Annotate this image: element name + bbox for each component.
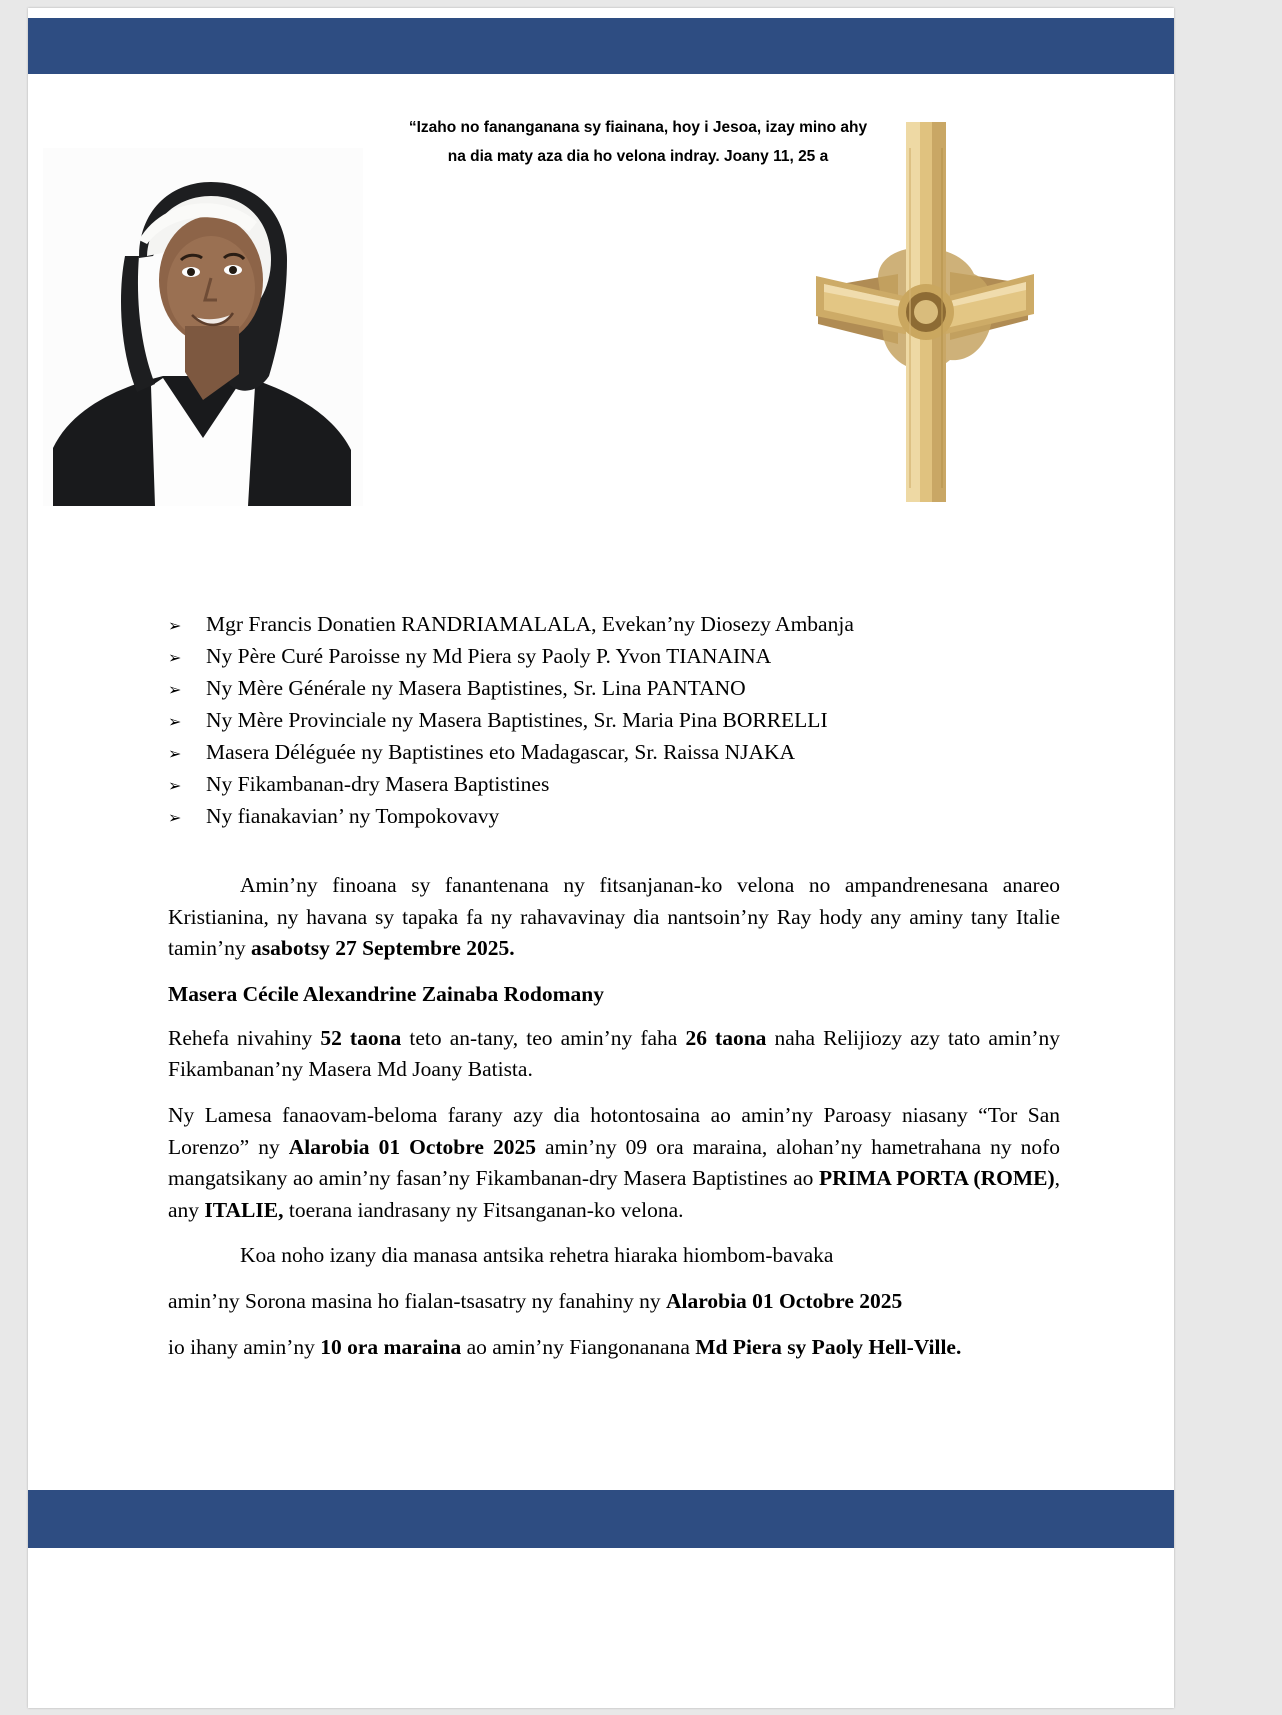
list-item bbox=[168, 672, 1068, 704]
list-item bbox=[168, 800, 1068, 832]
paragraph-3-text-d: toerana iandrasany ny Fitsanganan-ko velona. bbox=[283, 1197, 684, 1222]
bullet-arrow-icon: ➢ bbox=[168, 776, 182, 796]
paragraph-6-text-b: ao amin’ny Fiangonanana bbox=[461, 1334, 696, 1359]
header-band bbox=[28, 18, 1174, 74]
religious-years-bold: 26 taona bbox=[685, 1025, 767, 1050]
list-item-label: Ny fianakavian’ ny Tompokovavy bbox=[206, 804, 500, 829]
document-page bbox=[28, 8, 1174, 1708]
bullet-arrow-icon: ➢ bbox=[168, 744, 182, 764]
bullet-arrow-icon: ➢ bbox=[168, 808, 182, 828]
paragraph-local-mass-place bbox=[168, 1332, 1060, 1364]
paragraph-1-text: Amin’ny finoana sy fanantenana ny fitsanjanan-ko velona no ampandrenesana anareo Kristianina, ny havana sy tapaka fa ny rahavavinay dia nantsoin’ny Ray hody any aminy tany Italie tamin’ny bbox=[168, 873, 1060, 961]
deceased-name: Masera Cécile Alexandrine Zainaba Rodomany bbox=[168, 981, 604, 1006]
portrait-illustration bbox=[43, 148, 363, 506]
paragraph-announcement bbox=[168, 870, 1060, 965]
paragraph-2-text-a: Rehefa nivahiny bbox=[168, 1025, 321, 1050]
list-item-label: Mgr Francis Donatien RANDRIAMALALA, Evekan’ny Diosezy Ambanja bbox=[206, 612, 854, 636]
mass-date-bold: Alarobia 01 Octobre 2025 bbox=[288, 1134, 536, 1159]
paragraph-local-mass-date bbox=[168, 1286, 1060, 1318]
country-bold: ITALIE, bbox=[204, 1197, 284, 1222]
paragraph-3-text-c: , any bbox=[168, 1166, 1060, 1222]
wooden-cross-icon bbox=[758, 88, 1088, 518]
list-item-label: Ny Mère Générale ny Masera Baptistines, Sr. Lina PANTANO bbox=[206, 676, 746, 701]
paragraph-6-text-a: io ihany amin’ny bbox=[168, 1334, 321, 1359]
bullet-arrow-icon: ➢ bbox=[168, 680, 182, 700]
list-item bbox=[168, 608, 1068, 640]
list-item bbox=[168, 768, 1068, 800]
list-item bbox=[168, 736, 1068, 768]
bullet-arrow-icon: ➢ bbox=[168, 616, 182, 635]
paragraph-invitation bbox=[168, 1240, 1060, 1272]
paragraph-5-text: amin’ny Sorona masina ho fialan-tsasatry ny fanahiny ny bbox=[168, 1289, 666, 1314]
portrait-photo bbox=[43, 148, 363, 506]
scripture-line-1: “Izaho no fananganana sy fiainana, hoy i Jesoa, izay mino ahy bbox=[408, 119, 868, 136]
bullet-arrow-icon: ➢ bbox=[168, 648, 182, 668]
list-item-label: Ny Mère Provinciale ny Masera Baptistines, Sr. Maria Pina BORRELLI bbox=[206, 708, 828, 733]
funeral-date-bold: asabotsy 27 Septembre 2025. bbox=[251, 936, 515, 961]
recipient-list bbox=[168, 608, 1068, 832]
list-item-label: Ny Père Curé Paroisse ny Md Piera sy Paoly P. Yvon TIANAINA bbox=[206, 644, 772, 669]
paragraph-mass-details bbox=[168, 1100, 1060, 1226]
list-item bbox=[168, 640, 1068, 672]
list-item-label: Masera Déléguée ny Baptistines eto Madagascar, Sr. Raissa NJAKA bbox=[206, 740, 796, 765]
paragraph-3-text-b: amin’ny 09 ora maraina, alohan’ny hametrahana ny nofo mangatsikany ao amin’ny fasan’ny Fikambanan-dry Masera Baptistines ao bbox=[168, 1134, 1061, 1191]
list-item-label: Ny Fikambanan-dry Masera Baptistines bbox=[206, 772, 550, 797]
age-years-bold: 52 taona bbox=[320, 1025, 402, 1050]
scripture-line-2: na dia maty aza dia ho velona indray. Joany 11, 25 a bbox=[447, 148, 829, 166]
paragraph-2-text-c: naha Relijiozy azy tato amin’ny Fikambanan’ny Masera Md Joany Batista. bbox=[168, 1025, 1060, 1082]
paragraph-age bbox=[168, 1023, 1060, 1086]
paragraph-2-text-b: teto an-tany, teo amin’ny faha bbox=[401, 1025, 686, 1050]
burial-place-bold: PRIMA PORTA (ROME) bbox=[818, 1166, 1055, 1191]
footer-band bbox=[28, 1490, 1174, 1548]
local-mass-date-bold: Alarobia 01 Octobre 2025 bbox=[665, 1289, 903, 1314]
announcement-body bbox=[168, 870, 1060, 1377]
list-item bbox=[168, 704, 1068, 736]
local-mass-time-bold: 10 ora maraina bbox=[320, 1334, 462, 1359]
church-name-bold: Md Piera sy Paoly Hell-Ville. bbox=[695, 1334, 962, 1359]
bullet-arrow-icon: ➢ bbox=[168, 712, 182, 732]
paragraph-3-text-a: Ny Lamesa fanaovam-beloma farany azy dia hotontosaina ao amin’ny Paroasy niasany “Tor San Lorenzo” ny bbox=[168, 1103, 1060, 1159]
cross-graphic bbox=[758, 88, 1088, 518]
paragraph-4-text: Koa noho izany dia manasa antsika rehetra hiaraka hiombom-bavaka bbox=[240, 1243, 834, 1268]
